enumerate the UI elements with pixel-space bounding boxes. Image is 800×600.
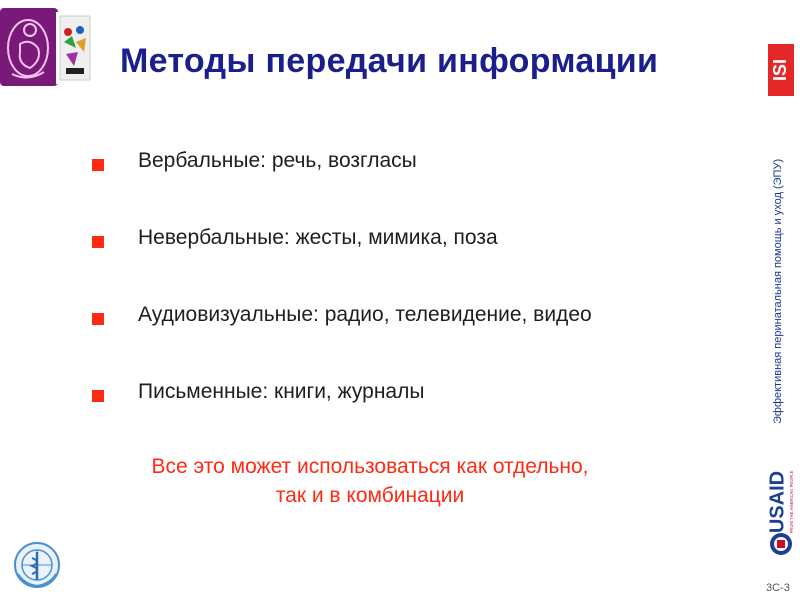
note-line: Все это может использоваться как отдельно, [151,455,589,478]
bullet-text: Вербальные: речь, возгласы [138,149,417,172]
bullet-text: Невербальные: жесты, мимика, поза [138,226,498,249]
note-line: так и в комбинации [275,484,465,507]
list-item [92,377,732,454]
bullet-list [92,146,732,454]
bullet-marker-icon [92,236,104,248]
bullet-text: Аудиовизуальные: радио, телевидение, видео [138,303,592,326]
isi-logo-icon [768,44,794,96]
side-caption: Эффективная перинатальная помощь и уход (ЭПУ) [772,158,784,424]
colored-figures-logo-icon [56,12,94,84]
list-item [92,223,732,300]
page-title: Методы передачи информации [120,42,659,80]
list-item [92,300,732,377]
note-text [120,452,620,510]
bullet-text: Письменные: книги, журналы [138,380,425,403]
svg-text:FROM THE AMERICAN PEOPLE: FROM THE AMERICAN PEOPLE [789,470,795,534]
who-emblem-icon [12,540,62,590]
bullet-marker-icon [92,313,104,325]
slide-number: 3С-3 [766,582,790,594]
svg-text:USAID: USAID [766,470,789,534]
usaid-logo-icon [764,448,798,558]
svg-text:ISI: ISI [769,58,790,82]
list-item [92,146,732,223]
bullet-marker-icon [92,159,104,171]
bullet-marker-icon [92,390,104,402]
mother-child-logo-icon [0,8,58,86]
